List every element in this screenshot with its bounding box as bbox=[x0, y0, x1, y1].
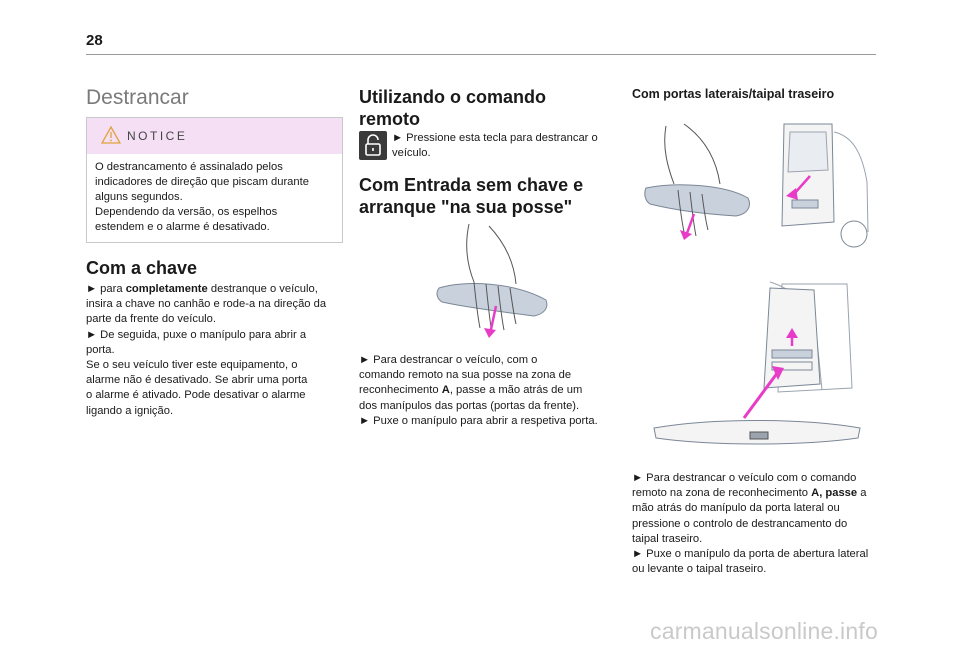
notice-line: indicadores de direção que piscam durante bbox=[95, 176, 309, 188]
section-title-remote: Utilizando o comando remoto bbox=[359, 87, 546, 129]
text-line: comando remoto na sua posse na zona de bbox=[359, 369, 572, 382]
text-line: insira a chave no canhão e rode-a na direção da bbox=[86, 298, 327, 311]
hand-sliding-door-illustration bbox=[644, 118, 754, 243]
page-title: Destrancar bbox=[86, 86, 189, 109]
hand-door-handle-illustration bbox=[434, 222, 554, 344]
text-line: ligando a ignição. bbox=[86, 404, 174, 417]
notice-header bbox=[87, 118, 342, 154]
notice-label: NOTICE bbox=[127, 129, 188, 143]
notice-box bbox=[86, 117, 343, 243]
text-line: reconhecimento A, passe a mão atrás de um bbox=[359, 384, 583, 397]
section-title-side-doors: Com portas laterais/taipal traseiro bbox=[632, 87, 835, 101]
text-line: alarme não é desativado. Se abrir uma porta bbox=[86, 374, 308, 387]
van-tailgate-illustration bbox=[652, 280, 862, 460]
van-side-door-illustration bbox=[772, 122, 872, 252]
notice-line: estendem e o alarme é desativado. bbox=[95, 221, 270, 233]
tailgate-instructions bbox=[632, 471, 888, 577]
text-line: taipal traseiro. bbox=[632, 532, 703, 545]
text-line: pressione o controlo de destrancamento do bbox=[632, 517, 848, 530]
text-line: Se o seu veículo tiver este equipamento, o bbox=[86, 359, 298, 372]
warning-icon bbox=[101, 126, 121, 149]
notice-line: O destrancamento é assinalado pelos bbox=[95, 161, 283, 173]
page-number: 28 bbox=[86, 32, 103, 49]
text-line: ► Para destrancar o veículo com o comando bbox=[632, 472, 857, 484]
key-instructions bbox=[86, 282, 342, 419]
text-line: veículo. bbox=[392, 147, 431, 160]
text-line: parte da frente do veículo. bbox=[86, 313, 216, 326]
text-line: o alarme é ativado. Pode desativar o alarme bbox=[86, 389, 306, 402]
notice-text bbox=[87, 154, 342, 235]
text-line: ► Para destrancar o veículo, com o bbox=[359, 354, 538, 366]
text-line: ou levante o taipal traseiro. bbox=[632, 563, 767, 576]
text-line: mão atrás do manípulo da porta lateral ou bbox=[632, 502, 840, 515]
text-line: ► para completamente destranque o veículo, bbox=[86, 283, 318, 295]
notice-line: alguns segundos. bbox=[95, 191, 183, 203]
watermark: carmanualsonline.info bbox=[650, 618, 878, 644]
text-line: ► Pressione esta tecla para destrancar o bbox=[392, 132, 598, 144]
text-line: dos manípulos das portas (portas da frente). bbox=[359, 399, 580, 412]
text-line: ► De seguida, puxe o manípulo para abrir a bbox=[86, 328, 307, 341]
section-title-keyless: Com Entrada sem chave e arranque "na sua posse" bbox=[359, 175, 584, 217]
unlock-button-icon bbox=[359, 131, 387, 160]
top-divider bbox=[86, 54, 876, 55]
text-line: ► Puxe o manípulo para abrir a respetiva porta. bbox=[359, 414, 598, 427]
text-line: remoto na zona de reconhecimento A, passe a bbox=[632, 487, 867, 500]
text-line: ► Puxe o manípulo da porta de abertura lateral bbox=[632, 548, 869, 561]
text-line: porta. bbox=[86, 343, 115, 356]
remote-instructions bbox=[392, 131, 614, 161]
section-title-key: Com a chave bbox=[86, 258, 198, 278]
keyless-instructions bbox=[359, 353, 615, 429]
notice-line: Dependendo da versão, os espelhos bbox=[95, 206, 278, 218]
